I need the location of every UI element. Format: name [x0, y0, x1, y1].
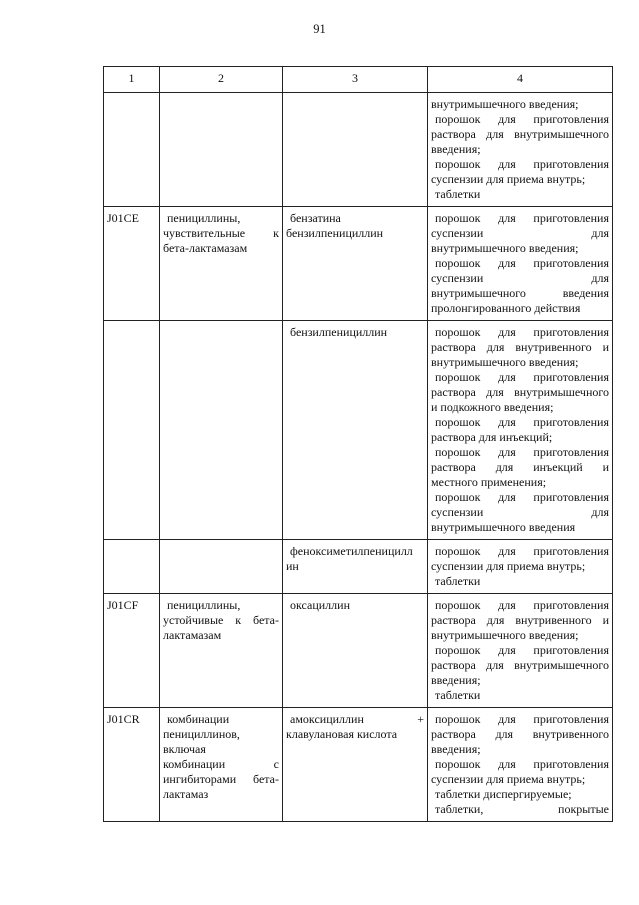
drug-line: ин [286, 559, 299, 573]
drug-table [103, 66, 613, 822]
column-header-2: 2 [160, 67, 283, 93]
dosage-forms-cell [428, 93, 613, 207]
dosage-form-line: порошок для приготовления [435, 643, 609, 657]
dosage-form-line: внутримышечного введения [431, 520, 576, 534]
drug-name-cell [283, 207, 428, 321]
dosage-form-line: раствора для инъекций; [431, 430, 553, 444]
drug-line: оксациллин [290, 598, 350, 612]
dosage-forms-cell [428, 594, 613, 708]
dosage-form-line: суспензии для приема внутрь; [431, 772, 586, 786]
atc-code-cell [104, 540, 160, 594]
drug-name-cell [283, 594, 428, 708]
dosage-form-line: порошок для приготовления [435, 325, 609, 339]
dosage-form-line: суспензии для [431, 226, 609, 240]
dosage-form-line: внутримышечного введения [431, 286, 609, 300]
group-line: включая [163, 742, 206, 756]
dosage-form-line: порошок для приготовления [435, 598, 609, 612]
drug-line: амоксициллин + [290, 712, 424, 726]
group-name-cell [160, 93, 283, 207]
dosage-forms-cell [428, 321, 613, 540]
dosage-form-line: порошок для приготовления [435, 157, 609, 171]
dosage-form-line: суспензии для приема внутрь; [431, 559, 586, 573]
table-row [104, 708, 613, 822]
table-row [104, 321, 613, 540]
dosage-form-line: порошок для приготовления [435, 490, 609, 504]
dosage-form-line: порошок для приготовления [435, 544, 609, 558]
drug-name-cell [283, 93, 428, 207]
group-line: лактамаз [163, 787, 209, 801]
page-number: 91 [313, 22, 326, 36]
dosage-form-line: суспензии для [431, 271, 609, 285]
atc-code-cell: J01CF [104, 594, 160, 708]
dosage-form-line: таблетки, покрытые [435, 802, 609, 816]
table-row [104, 207, 613, 321]
dosage-form-line: таблетки [435, 187, 481, 201]
dosage-form-line: раствора для внутривенного и [431, 340, 609, 354]
dosage-form-line: и подкожного введения; [431, 400, 554, 414]
group-line: бета-лактамазам [163, 241, 248, 255]
dosage-form-line: внутримышечного введения; [431, 628, 579, 642]
atc-code-cell [104, 321, 160, 540]
dosage-form-line: таблетки диспергируемые; [435, 787, 572, 801]
dosage-form-line: введения; [431, 142, 481, 156]
dosage-form-line: порошок для приготовления [435, 712, 609, 726]
dosage-form-line: раствора для внутримышечного [431, 385, 609, 399]
dosage-form-line: таблетки [435, 688, 481, 702]
table-header-row [104, 67, 613, 93]
drug-name-cell [283, 321, 428, 540]
dosage-form-line: пролонгированного действия [431, 301, 581, 315]
column-header-3: 3 [283, 67, 428, 93]
drug-line: бензатина [290, 211, 341, 225]
group-line: пенициллины, [167, 598, 241, 612]
group-name-cell [160, 708, 283, 822]
drug-name-cell [283, 540, 428, 594]
group-line: комбинации с [163, 757, 279, 771]
group-line: ингибиторами бета- [163, 772, 279, 786]
drug-line: бензилпенициллин [286, 226, 384, 240]
atc-code-cell: J01CE [104, 207, 160, 321]
dosage-form-line: внутримышечного введения; [431, 355, 579, 369]
dosage-form-line: введения; [431, 673, 481, 687]
dosage-form-line: порошок для приготовления [435, 445, 609, 459]
drug-line: клавулановая кислота [286, 727, 398, 741]
column-header-1: 1 [104, 67, 160, 93]
table-row [104, 540, 613, 594]
table-row [104, 93, 613, 207]
dosage-form-line: таблетки [435, 574, 481, 588]
dosage-form-line: внутримышечного введения; [431, 241, 579, 255]
atc-code-cell: J01CR [104, 708, 160, 822]
dosage-form-line: раствора для внутримышечного [431, 658, 609, 672]
group-name-cell [160, 594, 283, 708]
group-line: чувствительные к [163, 226, 279, 240]
dosage-form-line: раствора для внутривенного [431, 727, 609, 741]
dosage-form-line: внутримышечного введения; [431, 97, 579, 111]
group-name-cell [160, 207, 283, 321]
group-line: комбинации [167, 712, 230, 726]
dosage-forms-cell [428, 207, 613, 321]
dosage-form-line: местного применения; [431, 475, 547, 489]
dosage-form-line: порошок для приготовления [435, 211, 609, 225]
group-name-cell [160, 321, 283, 540]
drug-name-cell [283, 708, 428, 822]
dosage-form-line: введения; [431, 742, 481, 756]
dosage-form-line: порошок для приготовления [435, 256, 609, 270]
group-line: пенициллины, [167, 211, 241, 225]
dosage-form-line: порошок для приготовления [435, 112, 609, 126]
dosage-form-line: раствора для внутривенного и [431, 613, 609, 627]
group-line: лактамазам [163, 628, 222, 642]
table-row [104, 594, 613, 708]
dosage-form-line: раствора для инъекций и [431, 460, 609, 474]
group-line: устойчивые к бета- [163, 613, 279, 627]
dosage-form-line: порошок для приготовления [435, 757, 609, 771]
atc-code-cell [104, 93, 160, 207]
dosage-form-line: порошок для приготовления [435, 415, 609, 429]
drug-line: феноксиметилпеницилл [290, 544, 413, 558]
group-line: пенициллинов, [163, 727, 240, 741]
dosage-form-line: суспензии для [431, 505, 609, 519]
dosage-form-line: порошок для приготовления [435, 370, 609, 384]
group-name-cell [160, 540, 283, 594]
drug-line: бензилпенициллин [290, 325, 388, 339]
dosage-forms-cell [428, 540, 613, 594]
dosage-forms-cell [428, 708, 613, 822]
column-header-4: 4 [428, 67, 613, 93]
dosage-form-line: раствора для внутримышечного [431, 127, 609, 141]
dosage-form-line: суспензии для приема внутрь; [431, 172, 586, 186]
table-body [104, 93, 613, 822]
